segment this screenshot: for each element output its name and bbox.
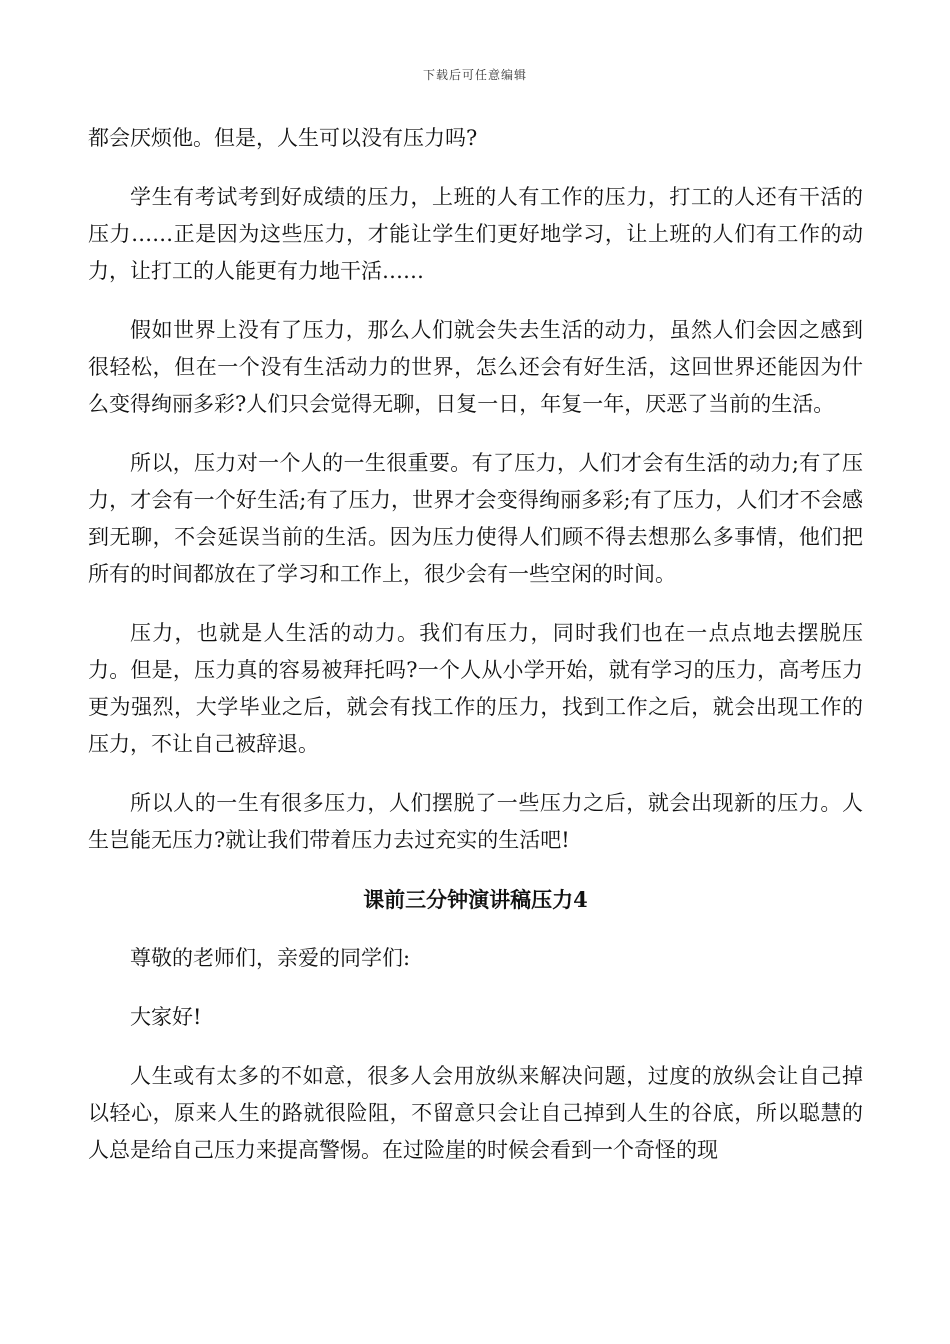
salutation: 尊敬的老师们，亲爱的同学们: <box>130 946 411 970</box>
paragraph: 学生有考试考到好成绩的压力，上班的人有工作的压力，打工的人还有干活的压力……正是因为这些压力，才能让学生们更好地学习，让上班的人们有工作的动力，让打工的人能更有力地干活…… <box>88 185 863 283</box>
paragraph: 假如世界上没有了压力，那么人们就会失去生活的动力，虽然人们会因之感到很轻松，但在一个没有生活动力的世界，怎么还会有好生活，这回世界还能因为什么变得绚丽多彩?人们只会觉得无聊，日复一日，年复一年，厌恶了当前的生活。 <box>88 318 863 416</box>
page-header: 下载后可任意编辑 <box>422 68 527 82</box>
paragraph: 人生或有太多的不如意，很多人会用放纵来解决问题，过度的放纵会让自己掉以轻心，原来人生的路就很险阻，不留意只会让自己掉到人生的谷底，所以聪慧的人总是给自己压力来提高警惕。在过险崖的时候会看到一个奇怪的现 <box>88 1064 863 1162</box>
document-body <box>88 120 863 1191</box>
paragraph: 压力，也就是人生活的动力。我们有压力，同时我们也在一点点地去摆脱压力。但是，压力真的容易被拜托吗?一个人从小学开始，就有学习的压力，高考压力更为强烈，大学毕业之后，就会有找工作的压力，找到工作之后，就会出现工作的压力，不让自己被辞退。 <box>88 621 863 756</box>
paragraph: 所以人的一生有很多压力，人们摆脱了一些压力之后，就会出现新的压力。人生岂能无压力?就让我们带着压力去过充实的生活吧! <box>88 791 863 852</box>
greeting: 大家好! <box>130 1005 202 1029</box>
section-title: 课前三分钟演讲稿压力4 <box>363 887 588 912</box>
paragraph: 所以，压力对一个人的一生很重要。有了压力，人们才会有生活的动力;有了压力，才会有一个好生活;有了压力，世界才会变得绚丽多彩;有了压力，人们才不会感到无聊，不会延误当前的生活。因为压力使得人们顾不得去想那么多事情，他们把所有的时间都放在了学习和工作上，很少会有一些空闲的时间。 <box>88 451 863 586</box>
paragraph-continuation: 都会厌烦他。但是，人生可以没有压力吗? <box>88 126 478 150</box>
